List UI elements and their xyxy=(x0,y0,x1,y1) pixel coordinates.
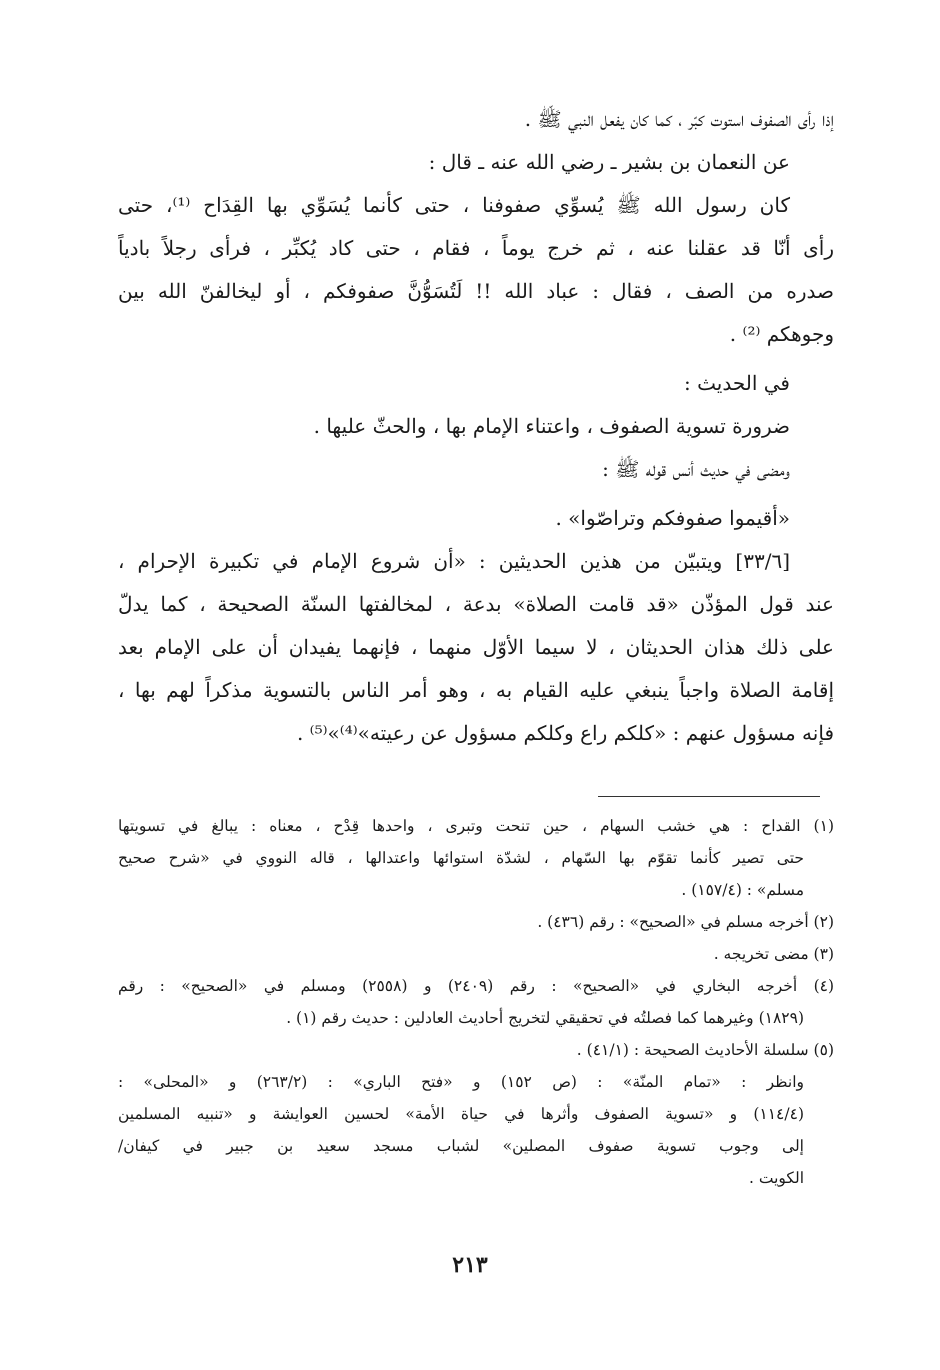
page-number: ٢١٣ xyxy=(452,1252,488,1278)
body-line: إذا رأى الصفوف استوت كبّر ، كما كان يفعل النبي ﷺ . xyxy=(524,107,834,131)
body-line: رأى أنّا قد عقلنا عنه ، ثم خرج يوماً ، فقام ، حتى كاد يُكبِّر ، فرأى رجلاً بادياً xyxy=(118,236,834,260)
body-line: [٣٣/٦] ويتبيّن من هذين الحديثين : «أن شروع الإمام في تكبيرة الإحرام ، xyxy=(118,549,790,573)
body-line: صدره من الصف ، فقال : عباد الله !! لَتُسَوُّنَّ صفوفكم ، أو ليخالفنّ الله بين xyxy=(118,279,834,303)
footnote-line: (٥) سلسلة الأحاديث الصحيحة : (٤١/١) . xyxy=(576,1041,834,1059)
footnote-line: إلى وجوب تسوية صفوف المصلين» لشباب مسجد سعيد بن جبير في كيفان/ xyxy=(118,1137,804,1155)
footnote-line: وانظر : «تمام المنّة» : (ص ١٥٢) و «فتح الباري» : (٢٦٣/٢) و «المحلى» : xyxy=(118,1073,804,1091)
footnote-line: الكويت . xyxy=(749,1169,804,1187)
body-line: فإنه مسؤول عنهم : «كلكم راع وكلكم مسؤول عن رعيته»⁽⁴⁾»⁽⁵⁾ . xyxy=(296,721,834,745)
footnote-line: حتى تصير كأنما تقوّم بها السّهام ، لشدّة استوائها واعتدالها ، قاله النووي في «شرح صحيح xyxy=(118,849,804,867)
footnote-line: (٢) أخرجه مسلم في «الصحيح» : رقم (٤٣٦) . xyxy=(537,913,834,931)
body-line: عند قول المؤذّن «قد قامت الصلاة» بدعة ، لمخالفتها السنّة الصحيحة ، كما يدلّ xyxy=(118,592,834,616)
body-line: ومضى في حديث أنس قوله ﷺ : xyxy=(602,457,790,481)
body-line: وجوهكم ⁽²⁾ . xyxy=(729,322,834,346)
footnote-line: (١) القداح : هي خشب السهام ، حين تنحت وتبرى ، واحدها قِدْح ، معناه : يبالغ في تسويتها xyxy=(118,817,834,835)
footnote-line: (١١٤/٤) و «تسوية الصفوف وأثرها في حياة الأمة» لحسين العوايشة و «تنبيه المسلمين xyxy=(118,1105,804,1123)
footnote-separator xyxy=(598,796,820,797)
section-heading: في الحديث : xyxy=(684,371,790,395)
footnote-line: (٣) مضى تخريجه . xyxy=(713,945,834,963)
footnotes xyxy=(118,810,834,1194)
footnote-line: (٤) أخرجه البخاري في «الصحيح» : رقم (٢٤٠٩) و (٢٥٥٨) ومسلم في «الصحيح» : رقم xyxy=(118,977,834,995)
body-line: عن النعمان بن بشير ـ رضي الله عنه ـ قال : xyxy=(428,150,790,174)
footnote-line: (١٨٢٩) وغيرهما كما فصلتُه في تحقيقي لتخريج أحاديث العادلين : حديث رقم (١) . xyxy=(286,1009,804,1027)
body-line: إقامة الصلاة واجباً ينبغي عليه القيام به ، وهو أمر الناس بالتسوية مذكراً لهم بها ، xyxy=(118,678,834,702)
hadith-quote: «أقيموا صفوفكم وتراصّوا» . xyxy=(555,506,790,530)
body-line: كان رسول الله ﷺ يُسوِّي صفوفنا ، حتى كأنما يُسَوِّي بها القِدَاح ⁽¹⁾، حتى xyxy=(118,193,790,217)
main-text xyxy=(118,98,834,755)
body-line: ضرورة تسوية الصفوف ، واعتناء الإمام بها ، والحثّ عليها . xyxy=(313,414,790,438)
body-line: على ذلك هذان الحديثان ، لا سيما الأوّل منهما ، فإنهما يفيدان أن على الإمام بعد xyxy=(118,635,834,659)
footnote-line: مسلم» : (١٥٧/٤) . xyxy=(681,881,804,899)
